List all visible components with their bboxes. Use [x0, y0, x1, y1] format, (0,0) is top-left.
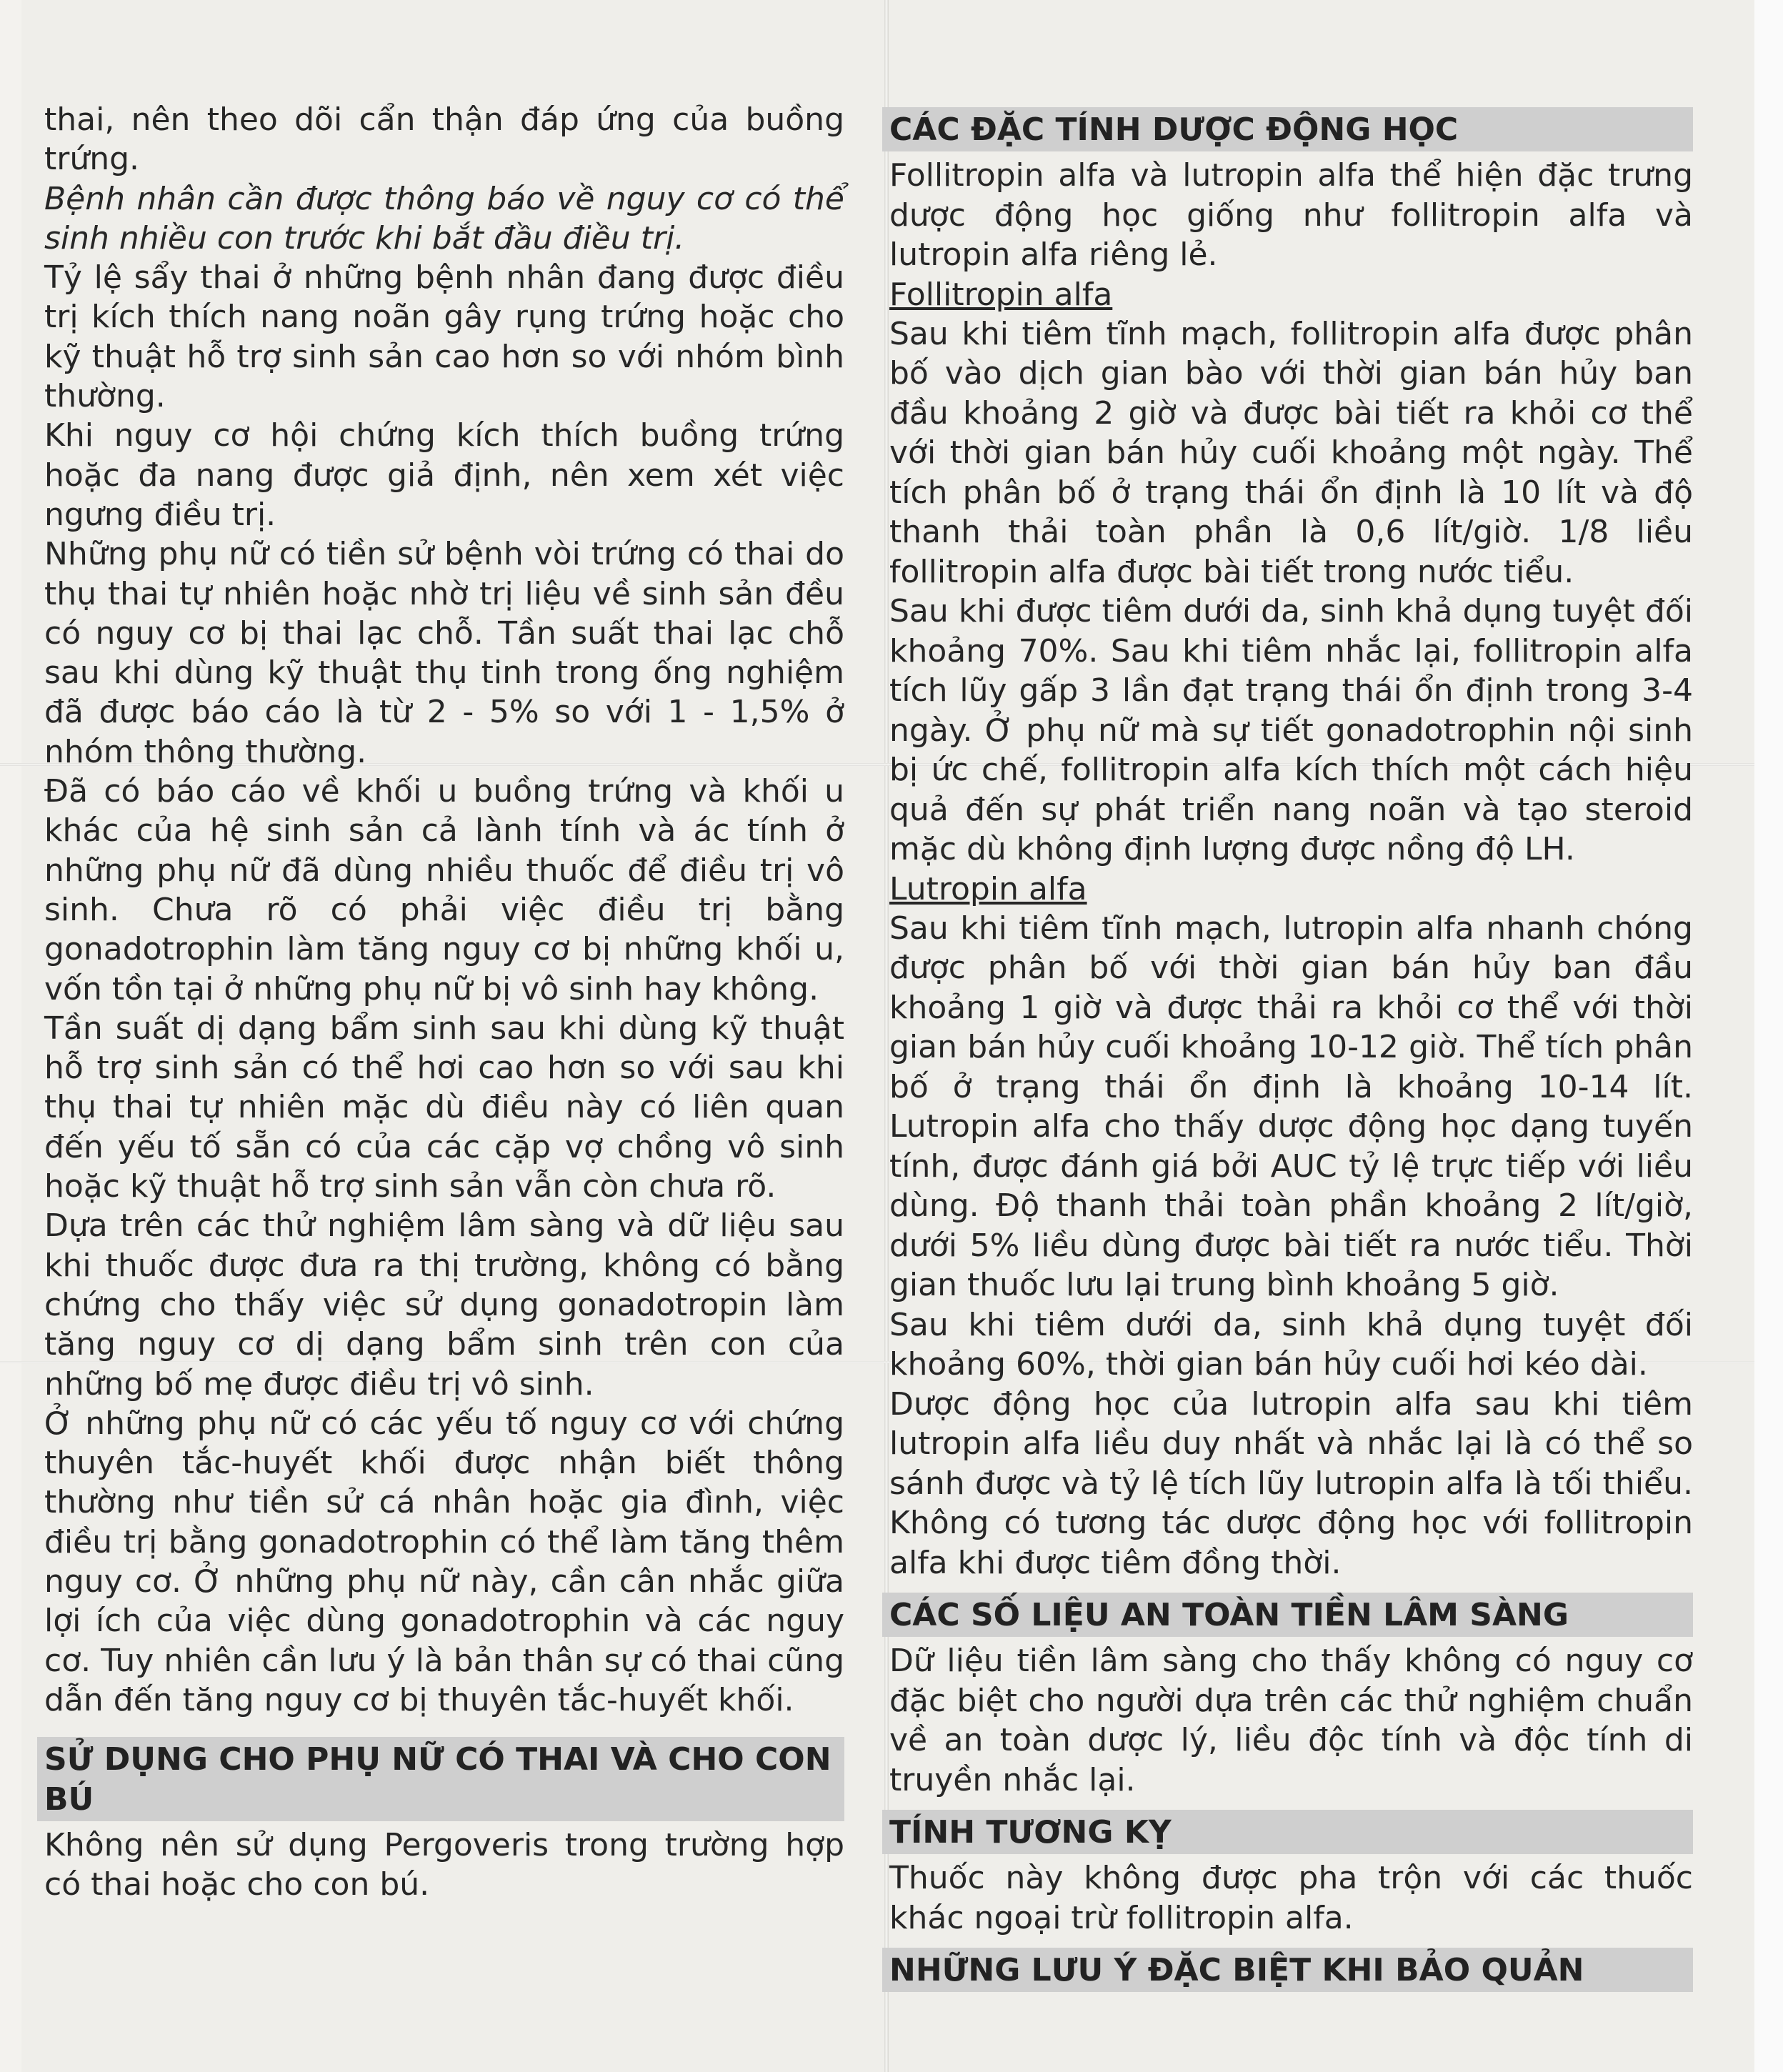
heading-pregnancy-lactation: SỬ DỤNG CHO PHỤ NỮ CÓ THAI VÀ CHO CON BÚ: [37, 1737, 844, 1821]
left-column: [44, 100, 844, 1905]
heading-incompatibilities: TÍNH TƯƠNG KỴ: [882, 1810, 1693, 1854]
paragraph-miscarriage: Tỷ lệ sẩy thai ở những bệnh nhân đang được điều trị kích thích nang noãn gây rụng trứng hoặc cho kỹ thuật hỗ trợ sinh sản cao hơn so với nhóm bình thường.: [44, 259, 844, 415]
paragraph-lutropin-repeat: Dược động học của lutropin alfa sau khi tiêm lutropin alfa liều duy nhất và nhắc lại là có thể so sánh được và tỷ lệ tích lũy lutropin alfa là tối thiểu. Không có tương tác dược động học với follitropin alfa khi được tiêm đồng thời.: [889, 1385, 1693, 1581]
paragraph-malformations: Tần suất dị dạng bẩm sinh sau khi dùng kỹ thuật hỗ trợ sinh sản có thể hơi cao hơn so với sau khi thụ thai tự nhiên mặc dù điều này có liên quan đến yếu tố sẵn có của các cặp vợ chồng vô sinh hoặc kỹ thuật hỗ trợ sinh sản vẫn còn chưa rõ.: [44, 1010, 844, 1205]
paragraph-lutropin-sc: Sau khi tiêm dưới da, sinh khả dụng tuyệt đối khoảng 60%, thời gian bán hủy cuối hơi kéo dài.: [889, 1306, 1693, 1383]
paragraph-lutropin-iv: Sau khi tiêm tĩnh mạch, lutropin alfa nhanh chóng được phân bố với thời gian bán hủy ban đầu khoảng 1 giờ và được thải ra khỏi cơ thể với thời gian bán hủy cuối khoảng 10-12 giờ. Thể tích phân bố ở trạng thái ổn định là khoảng 10-14 lít. Lutropin alfa cho thấy dược động học dạng tuyến tính, được đánh giá bởi AUC tỷ lệ trực tiếp với liều dùng. Độ thanh thải toàn phần khoảng 2 lít/giờ, dưới 5% liều dùng được bài tiết ra nước tiểu. Thời gian thuốc lưu lại trung bình khoảng 5 giờ.: [889, 910, 1693, 1303]
paragraph-multiple-births: Bệnh nhân cần được thông báo về nguy cơ có thể sinh nhiều con trước khi bắt đầu điều trị.: [44, 180, 844, 256]
paragraph-neoplasms: Đã có báo cáo về khối u buồng trứng và khối u khác của hệ sinh sản cả lành tính và ác tính ở những phụ nữ đã dùng nhiều thuốc để điều trị vô sinh. Chưa rõ có phải việc điều trị bằng gonadotrophin làm tăng nguy cơ bị những khối u, vốn tồn tại ở những phụ nữ bị vô sinh hay không.: [44, 773, 844, 1007]
paragraph-ohss: Khi nguy cơ hội chứng kích thích buồng trứng hoặc đa nang được giả định, nên xem xét việc ngưng điều trị.: [44, 417, 844, 533]
subheading-lutropin: Lutropin alfa: [889, 870, 1087, 907]
paragraph-ectopic: Những phụ nữ có tiền sử bệnh vòi trứng có thai do thụ thai tự nhiên hoặc nhờ trị liệu về sinh sản đều có nguy cơ bị thai lạc chỗ. Tần suất thai lạc chỗ sau khi dùng kỹ thuật thụ tinh trong ống nghiệm đã được báo cáo là từ 2 - 5% so với 1 - 1,5% ở nhóm thông thường.: [44, 536, 844, 770]
paragraph-pk-intro: Follitropin alfa và lutropin alfa thể hiện đặc trưng dược động học giống như follitropin alfa và lutropin alfa riêng lẻ.: [889, 157, 1693, 273]
paragraph-ovarian-response: thai, nên theo dõi cẩn thận đáp ứng của buồng trứng.: [44, 101, 844, 178]
heading-pharmacokinetics: CÁC ĐẶC TÍNH DƯỢC ĐỘNG HỌC: [882, 107, 1693, 151]
paragraph-pregnancy: Không nên sử dụng Pergoveris trong trường hợp có thai hoặc cho con bú.: [44, 1827, 844, 1903]
fold-line-vertical: [884, 0, 889, 2072]
heading-storage-precautions: NHỮNG LƯU Ý ĐẶC BIỆT KHI BẢO QUẢN: [882, 1948, 1693, 1992]
paragraph-follitropin-iv: Sau khi tiêm tĩnh mạch, follitropin alfa được phân bố vào dịch gian bào với thời gian bán hủy ban đầu khoảng 2 giờ và được bài tiết ra khỏi cơ thể với thời gian bán hủy cuối khoảng một ngày. Thể tích phân bố ở trạng thái ổn định là 10 lít và độ thanh thải toàn phần là 0,6 lít/giờ. 1/8 liều follitropin alfa được bài tiết trong nước tiểu.: [889, 315, 1693, 590]
paper-edge: [1754, 0, 1783, 2072]
paragraph-incompatibilities: Thuốc này không được pha trộn với các thuốc khác ngoại trừ follitropin alfa.: [889, 1860, 1693, 1936]
subheading-follitropin: Follitropin alfa: [889, 276, 1113, 313]
heading-preclinical-safety: CÁC SỐ LIỆU AN TOÀN TIỀN LÂM SÀNG: [882, 1593, 1693, 1637]
paragraph-thromboembolism: Ở những phụ nữ có các yếu tố nguy cơ với chứng thuyên tắc-huyết khối được nhận biết thông thường như tiền sử cá nhân hoặc gia đình, việc điều trị bằng gonadotrophin có thể làm tăng thêm nguy cơ. Ở những phụ nữ này, cần cân nhắc giữa lợi ích của việc dùng gonadotrophin và các nguy cơ. Tuy nhiên cần lưu ý là bản thân sự có thai cũng dẫn đến tăng nguy cơ bị thuyên tắc-huyết khối.: [44, 1405, 844, 1718]
right-column: [889, 107, 1693, 1996]
paragraph-follitropin-sc: Sau khi được tiêm dưới da, sinh khả dụng tuyệt đối khoảng 70%. Sau khi tiêm nhắc lại, follitropin alfa tích lũy gấp 3 lần đạt trạng thái ổn định trong 3-4 ngày. Ở phụ nữ mà sự tiết gonadotrophin nội sinh bị ức chế, follitropin alfa kích thích một cách hiệu quả đến sự phát triển nang noãn và tạo steroid mặc dù không định lượng được nồng độ LH.: [889, 593, 1693, 867]
paragraph-clinical-evidence: Dựa trên các thử nghiệm lâm sàng và dữ liệu sau khi thuốc được đưa ra thị trường, không có bằng chứng cho thấy việc sử dụng gonadotropin làm tăng nguy cơ dị dạng bẩm sinh trên con của những bố mẹ được điều trị vô sinh.: [44, 1207, 844, 1403]
paragraph-preclinical: Dữ liệu tiền lâm sàng cho thấy không có nguy cơ đặc biệt cho người dựa trên các thử nghiệm chuẩn về an toàn dược lý, liều độc tính và độc tính di truyền nhắc lại.: [889, 1643, 1693, 1798]
